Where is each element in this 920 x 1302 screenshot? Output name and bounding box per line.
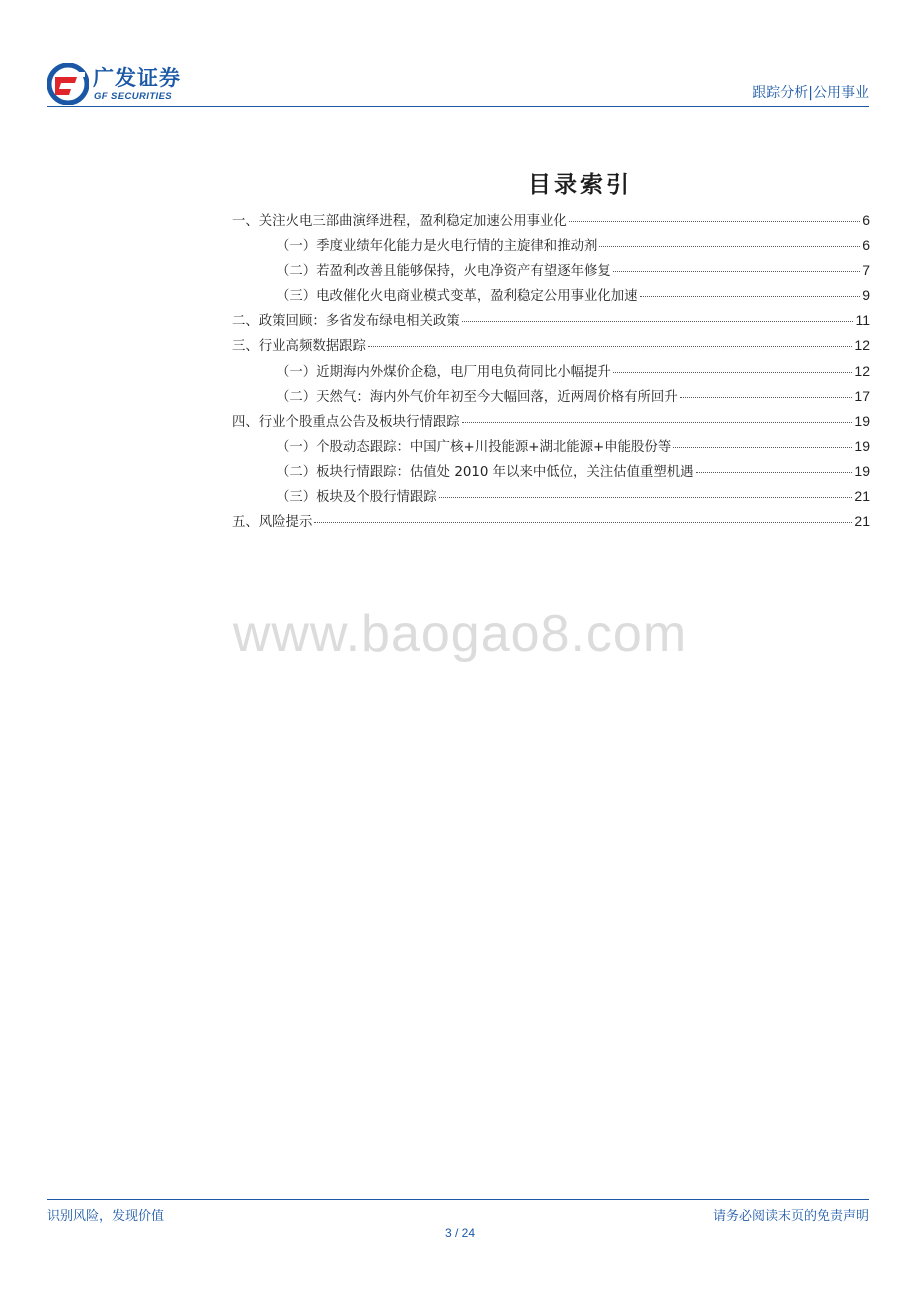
toc-entry-text: 四、行业个股重点公告及板块行情跟踪 xyxy=(232,414,460,430)
watermark: www.baogao8.com xyxy=(232,605,688,663)
toc-entry-text: （二）板块行情跟踪：估值处 2010 年以来中低位，关注估值重塑机遇 xyxy=(276,464,694,480)
toc-entry[interactable] xyxy=(232,459,870,484)
toc-entry-page: 11 xyxy=(855,312,870,329)
toc-entry[interactable] xyxy=(232,233,870,258)
toc-entry-page: 21 xyxy=(854,513,870,530)
page-header xyxy=(47,60,869,110)
page-number: 3 / 24 xyxy=(444,1226,476,1240)
footer-divider xyxy=(47,1199,869,1200)
toc-entry[interactable] xyxy=(232,359,870,384)
toc-entry-page: 19 xyxy=(854,437,870,454)
toc-dot-leader xyxy=(640,296,861,297)
report-category: 跟踪分析|公用事业 xyxy=(752,85,869,101)
toc-dot-leader xyxy=(696,472,853,473)
toc-dot-leader xyxy=(462,422,853,423)
toc-entry-page: 12 xyxy=(854,362,870,379)
toc-dot-leader xyxy=(613,372,853,373)
toc-entry-text: 一、关注火电三部曲演绎进程，盈利稳定加速公用事业化 xyxy=(232,214,567,229)
toc-dot-leader xyxy=(680,397,853,398)
toc-title: 目录索引 xyxy=(528,172,632,198)
toc-entry-text: （一）近期海内外煤价企稳，电厂用电负荷同比小幅提升 xyxy=(276,364,611,380)
logo-chinese-name: 广发证券 xyxy=(93,66,181,90)
footer-disclaimer-note: 请务必阅读末页的免责声明 xyxy=(712,1209,869,1224)
toc-entry-text: （三）电改催化火电商业模式变革，盈利稳定公用事业化加速 xyxy=(276,289,638,305)
toc-dot-leader xyxy=(439,497,853,498)
header-divider xyxy=(47,106,869,107)
toc-entry-text: 三、行业高频数据跟踪 xyxy=(232,339,366,355)
toc-entry-page: 19 xyxy=(854,462,870,479)
toc-entry[interactable] xyxy=(232,484,870,509)
toc-entry[interactable] xyxy=(232,409,870,434)
toc-entry-page: 6 xyxy=(862,237,870,254)
logo-english-name: GF SECURITIES xyxy=(94,91,173,102)
toc-entry[interactable] xyxy=(232,509,870,534)
toc-dot-leader xyxy=(368,346,853,347)
toc-entry-text: （一）个股动态跟踪：中国广核+川投能源+湖北能源+申能股份等 xyxy=(276,439,672,455)
toc-entry-text: 五、风险提示 xyxy=(232,515,313,531)
toc-entry-text: （一）季度业绩年化能力是火电行情的主旋律和推动剂 xyxy=(276,239,598,255)
toc-dot-leader xyxy=(673,447,852,448)
toc-dot-leader xyxy=(462,321,854,322)
toc-entry[interactable] xyxy=(232,208,870,233)
toc-entry-text: （二）若盈利改善且能够保持，火电净资产有望逐年修复 xyxy=(276,264,611,280)
toc-entry-page: 12 xyxy=(854,337,870,354)
toc-entry[interactable] xyxy=(232,308,870,333)
toc-entry-page: 21 xyxy=(854,488,870,505)
gf-securities-logo xyxy=(47,60,207,108)
toc-entry-text: （三）板块及个股行情跟踪 xyxy=(276,490,437,506)
toc-entry[interactable] xyxy=(232,333,870,358)
toc-entry-page: 19 xyxy=(854,412,870,429)
toc-entry-text: 二、政策回顾：多省发布绿电相关政策 xyxy=(232,314,460,330)
footer-slogan: 识别风险，发现价值 xyxy=(47,1209,165,1224)
toc-entry[interactable] xyxy=(232,434,870,459)
table-of-contents xyxy=(232,208,870,534)
toc-entry-page: 7 xyxy=(862,262,870,279)
toc-entry[interactable] xyxy=(232,384,870,409)
toc-entry-page: 6 xyxy=(862,212,870,228)
toc-dot-leader xyxy=(569,221,860,222)
toc-entry-page: 9 xyxy=(862,287,870,304)
gf-logo-icon xyxy=(47,63,89,105)
toc-dot-leader xyxy=(613,271,860,272)
toc-dot-leader xyxy=(314,522,852,523)
toc-entry[interactable] xyxy=(232,283,870,308)
toc-entry-text: （二）天然气：海内外气价年初至今大幅回落，近两周价格有所回升 xyxy=(276,389,678,405)
toc-entry-page: 17 xyxy=(854,387,870,404)
toc-entry[interactable] xyxy=(232,258,870,283)
toc-dot-leader xyxy=(599,246,860,247)
